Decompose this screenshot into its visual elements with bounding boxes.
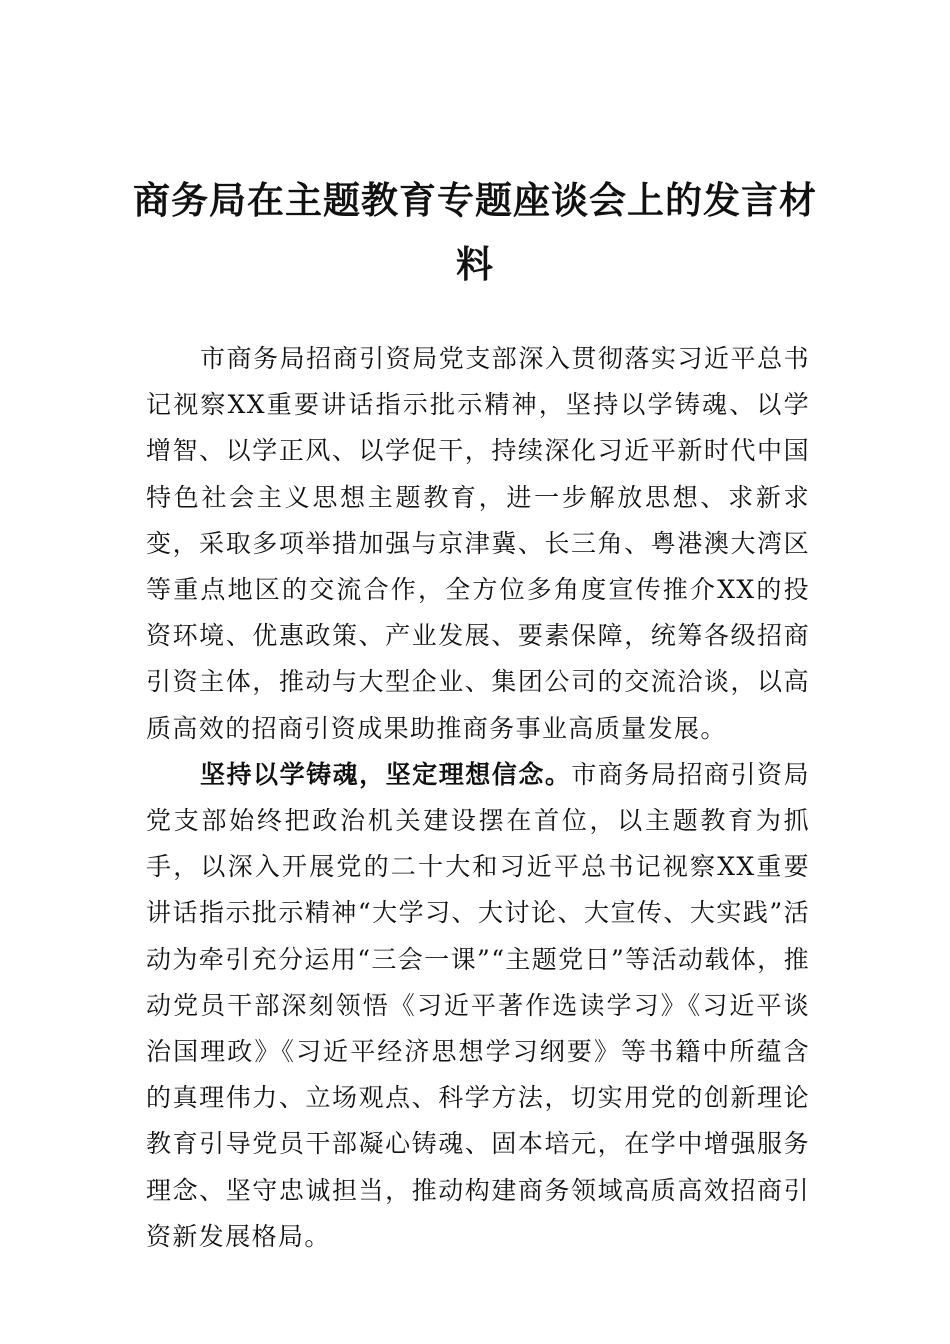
paragraph-intro-text: 市商务局招商引资局党支部深入贯彻落实习近平总书记视察XX重要讲话指示批示精神，坚持以学铸魂、以学增智、以学正风、以学促干，持续深化习近平新时代中国特色社会主义思想主题教育，进一步解放思想、求新求变，采取多项举措加强与京津冀、长三角、粤港澳大湾区等重点地区的交流合作，全方位多角度宣传推介XX的投资环境、优惠政策、产业发展、要素保障，统筹各级招商引资主体，推动与大型企业、集团公司的交流洽谈，以高质高效的招商引资成果助推商务事业高质量发展。 (146, 344, 810, 743)
paragraph-section-1 (146, 752, 810, 1260)
document-body (146, 336, 810, 1260)
paragraph-intro (146, 336, 810, 752)
paragraph-section-1-heading: 坚持以学铸魂，坚定理想信念。 (200, 759, 572, 789)
document-title: 商务局在主题教育专题座谈会上的发言材料 (133, 178, 817, 286)
paragraph-section-1-text: 市商务局招商引资局党支部始终把政治机关建设摆在首位，以主题教育为抓手，以深入开展党的二十大和习近平总书记视察XX重要讲话指示批示精神“大学习、大讨论、大宣传、大实践”活动为牵引充分运用“三会一课”“主题党日”等活动载体，推动党员干部深刻领悟《习近平著作选读学习》《习近平谈治国理政》《习近平经济思想学习纲要》等书籍中所蕴含的真理伟力、立场观点、科学方法，切实用党的创新理论教育引导党员干部凝心铸魂、固本培元，在学中增强服务理念、坚守忠诚担当，推动构建商务领域高质高效招商引资新发展格局。 (146, 759, 810, 1251)
